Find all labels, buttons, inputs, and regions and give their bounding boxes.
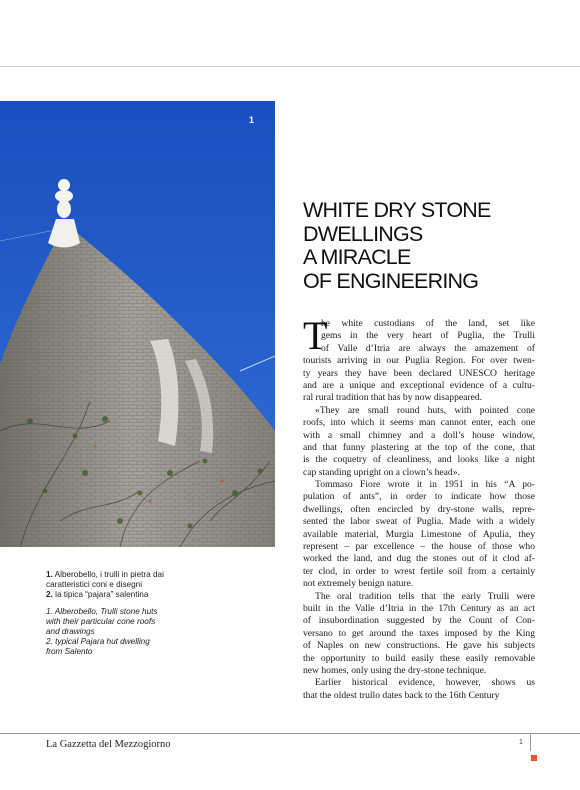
trullo-photo xyxy=(0,101,275,547)
body-line: is the coquetry of cleanliness, and looks like a night xyxy=(303,454,535,466)
pinnacle-disc xyxy=(55,190,73,202)
caption-line xyxy=(46,570,216,580)
headline-line: OF ENGINEERING xyxy=(303,268,479,293)
photo-captions xyxy=(46,570,216,664)
caption-line: 2. typical Pajara hut dwelling xyxy=(46,637,150,647)
caption-line: from Salento xyxy=(46,647,93,657)
body-line: and that funny plastering at the top of the cone, that xyxy=(303,441,535,453)
body-line: new homes, only using the dry-stone technique. xyxy=(303,664,487,676)
body-line: and are a unique and exceptional evidence of a cultu- xyxy=(303,379,535,391)
caption-italian xyxy=(46,570,216,601)
body-line: worked the land, and dug the stones out of it clod af- xyxy=(303,553,535,565)
headline-line: DWELLINGS xyxy=(303,221,423,246)
headline-line: A MIRACLE xyxy=(303,245,411,269)
headline-line: WHITE DRY STONE xyxy=(303,198,491,222)
body-line: ral rural tradition that has by now disappeared. xyxy=(303,392,483,404)
body-line: of Valle d’Itria are always the amazement of xyxy=(321,342,535,354)
body-line: pulation of ants”, in order to indicate how those xyxy=(303,491,535,503)
body-line: of insubordination suggested by the Count of Con- xyxy=(303,615,535,627)
body-line: versano to get around the taxes imposed by the King xyxy=(303,627,535,639)
body-line: dwellings, often encircled by dry-stone walls, repre- xyxy=(303,503,535,515)
body-line: not extremely benign nature. xyxy=(303,578,414,590)
article-headline xyxy=(303,199,543,293)
pinnacle-knob xyxy=(58,179,70,191)
body-line: of Naples on new constructions. He gave his subjects xyxy=(303,640,535,652)
drop-cap: T xyxy=(303,313,328,358)
body-line: the opportunity to build easily these easily removable xyxy=(303,652,535,664)
caption-text: Alberobello, i trulli in pietra dai xyxy=(52,570,164,579)
body-line: tourists arriving in our Puglia Region. For over twen- xyxy=(303,355,535,367)
caption-number: 1. xyxy=(46,570,53,579)
bottom-rule xyxy=(0,733,580,734)
caption-line xyxy=(46,590,216,600)
caption-line: with their particular cone roofs xyxy=(46,616,156,626)
body-line: ty years they have been declared UNESCO heritage xyxy=(303,367,535,379)
caption-english xyxy=(46,607,216,658)
body-line: The oral tradition tells that the early Trulli were xyxy=(315,590,535,602)
body-line: roofs, into which it seems man cannot enter, each one xyxy=(303,417,535,429)
folio-line xyxy=(530,734,531,751)
body-line: ter clod, in order to wrest fertile soil from a certainly xyxy=(303,565,535,577)
body-line: gems in the very heart of Puglia, the Trulli xyxy=(321,330,535,342)
pinnacle-neck xyxy=(57,200,71,218)
caption-line: 1. Alberobello, Trulli stone huts xyxy=(46,606,158,616)
body-line: available material, Murgia Limestone of Apulia, they xyxy=(303,528,535,540)
publication-name: La Gazzetta del Mezzogiorno xyxy=(46,739,171,750)
trullo-illustration xyxy=(0,101,275,547)
body-line: cap standing upright on a clown’s head». xyxy=(303,466,460,478)
body-line: Earlier historical evidence, however, shows us xyxy=(315,677,535,689)
article-body xyxy=(303,313,535,702)
photo-number: 1 xyxy=(249,115,255,125)
body-line: with a small chimney and a doll’s house window, xyxy=(303,429,535,441)
body-line: he white custodians of the land, set like xyxy=(321,318,535,329)
body-line: Tommaso Fiore wrote it in 1951 in his “A po- xyxy=(315,479,535,491)
body-line: that the oldest trullo dates back to the 16th Century xyxy=(303,689,500,701)
folio-accent-square xyxy=(531,755,537,761)
caption-line: and drawings xyxy=(46,627,95,637)
page-number: 1 xyxy=(519,739,523,746)
caption-text: la tipica “pajara” salentina xyxy=(52,590,149,600)
top-rule xyxy=(0,66,580,67)
body-line: sented the labor sweat of Puglia. Made with a widely xyxy=(303,516,535,528)
body-line: represent – par excellence – the house of those who xyxy=(303,541,535,553)
body-line: built in the Valle d’Itria in the 17th Century as an act xyxy=(303,602,535,614)
caption-line: caratteristici coni e disegni xyxy=(46,580,143,590)
caption-number: 2. xyxy=(46,590,53,600)
body-line: «They are small round huts, with pointed cone xyxy=(315,404,535,416)
